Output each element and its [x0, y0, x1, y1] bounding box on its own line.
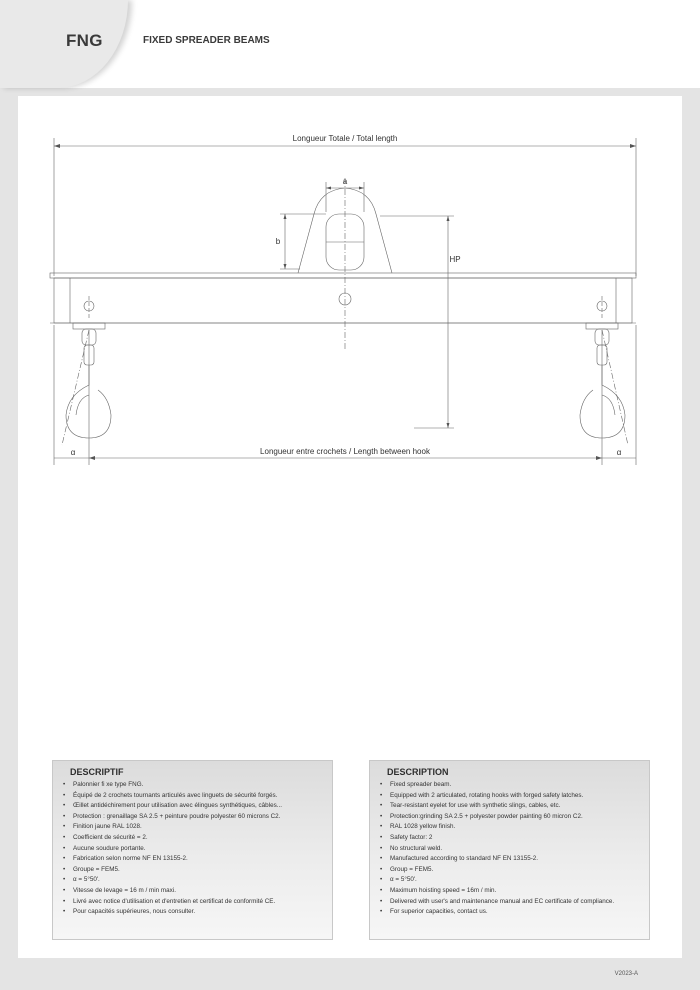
descriptif-heading: DESCRIPTIF: [70, 767, 124, 777]
list-item: • Protection : grenaillage SA 2.5 + peinture poudre polyester 60 microns C2.: [63, 812, 324, 823]
description-list: [380, 780, 641, 918]
list-item: • Finition jaune RAL 1028.: [63, 822, 324, 833]
list-item: • Équipé de 2 crochets tournants articulés avec linguets de sécurité forgés.: [63, 791, 324, 802]
list-item: • Manufactured according to standard NF EN 13155-2.: [380, 854, 641, 865]
list-item: • Aucune soudure portante.: [63, 844, 324, 855]
page-title: FIXED SPREADER BEAMS: [143, 35, 270, 46]
beam-top-flange: [50, 273, 636, 278]
list-item: • α = 5°50'.: [63, 875, 324, 886]
list-item: • Pour capacités supérieures, nous consulter.: [63, 907, 324, 918]
between-hook-label: Longueur entre crochets / Length between hook: [260, 447, 430, 456]
list-item: • Protection:grinding SA 2.5 + polyester powder painting 60 micron C2.: [380, 812, 641, 823]
alpha-right-label: α: [616, 448, 622, 457]
list-item: • Equipped with 2 articulated, rotating hooks with forged safety latches.: [380, 791, 641, 802]
right-hook-bracket: [586, 323, 618, 329]
list-item: • For superior capacities, contact us.: [380, 907, 641, 918]
description-heading: DESCRIPTION: [387, 767, 449, 777]
list-item: • Vitesse de levage = 16 m / min maxi.: [63, 886, 324, 897]
list-item: • Safety factor: 2: [380, 833, 641, 844]
right-hook: [580, 365, 625, 438]
dim-a-label: a: [342, 177, 348, 186]
list-item: • Œillet antidéchirement pour utilisation avec élingues synthétiques, câbles...: [63, 801, 324, 812]
list-item: • No structural weld.: [380, 844, 641, 855]
list-item: • α = 5°50'.: [380, 875, 641, 886]
list-item: • Maximum hoisting speed = 16m / min.: [380, 886, 641, 897]
descriptif-box: [52, 760, 333, 940]
list-item: • Coefficient de sécurité = 2.: [63, 833, 324, 844]
left-hook-bracket: [73, 323, 105, 329]
descriptif-list: [63, 780, 324, 918]
list-item: • RAL 1028 yellow finish.: [380, 822, 641, 833]
dim-hp-label: HP: [449, 255, 461, 264]
left-hook: [66, 365, 111, 438]
list-item: • Livré avec notice d'utilisation et d'entretien et certificat de conformité CE.: [63, 897, 324, 908]
total-length-label: Longueur Totale / Total length: [292, 134, 398, 143]
alpha-left-label: α: [70, 448, 76, 457]
list-item: • Group = FEM5.: [380, 865, 641, 876]
list-item: • Groupe = FEM5.: [63, 865, 324, 876]
list-item: • Delivered with user's and maintenance manual and EC certificate of compliance.: [380, 897, 641, 908]
product-code: FNG: [66, 31, 103, 50]
list-item: • Palonnier fi xe type FNG.: [63, 780, 324, 791]
description-box: [369, 760, 650, 940]
list-item: • Fabrication selon norme NF EN 13155-2.: [63, 854, 324, 865]
version-label: V2023-A: [614, 971, 638, 977]
beam-body: [54, 278, 632, 323]
list-item: • Tear-resistant eyelet for use with synthetic slings, cables, etc.: [380, 801, 641, 812]
dim-b-label: b: [275, 237, 281, 246]
list-item: • Fixed spreader beam.: [380, 780, 641, 791]
